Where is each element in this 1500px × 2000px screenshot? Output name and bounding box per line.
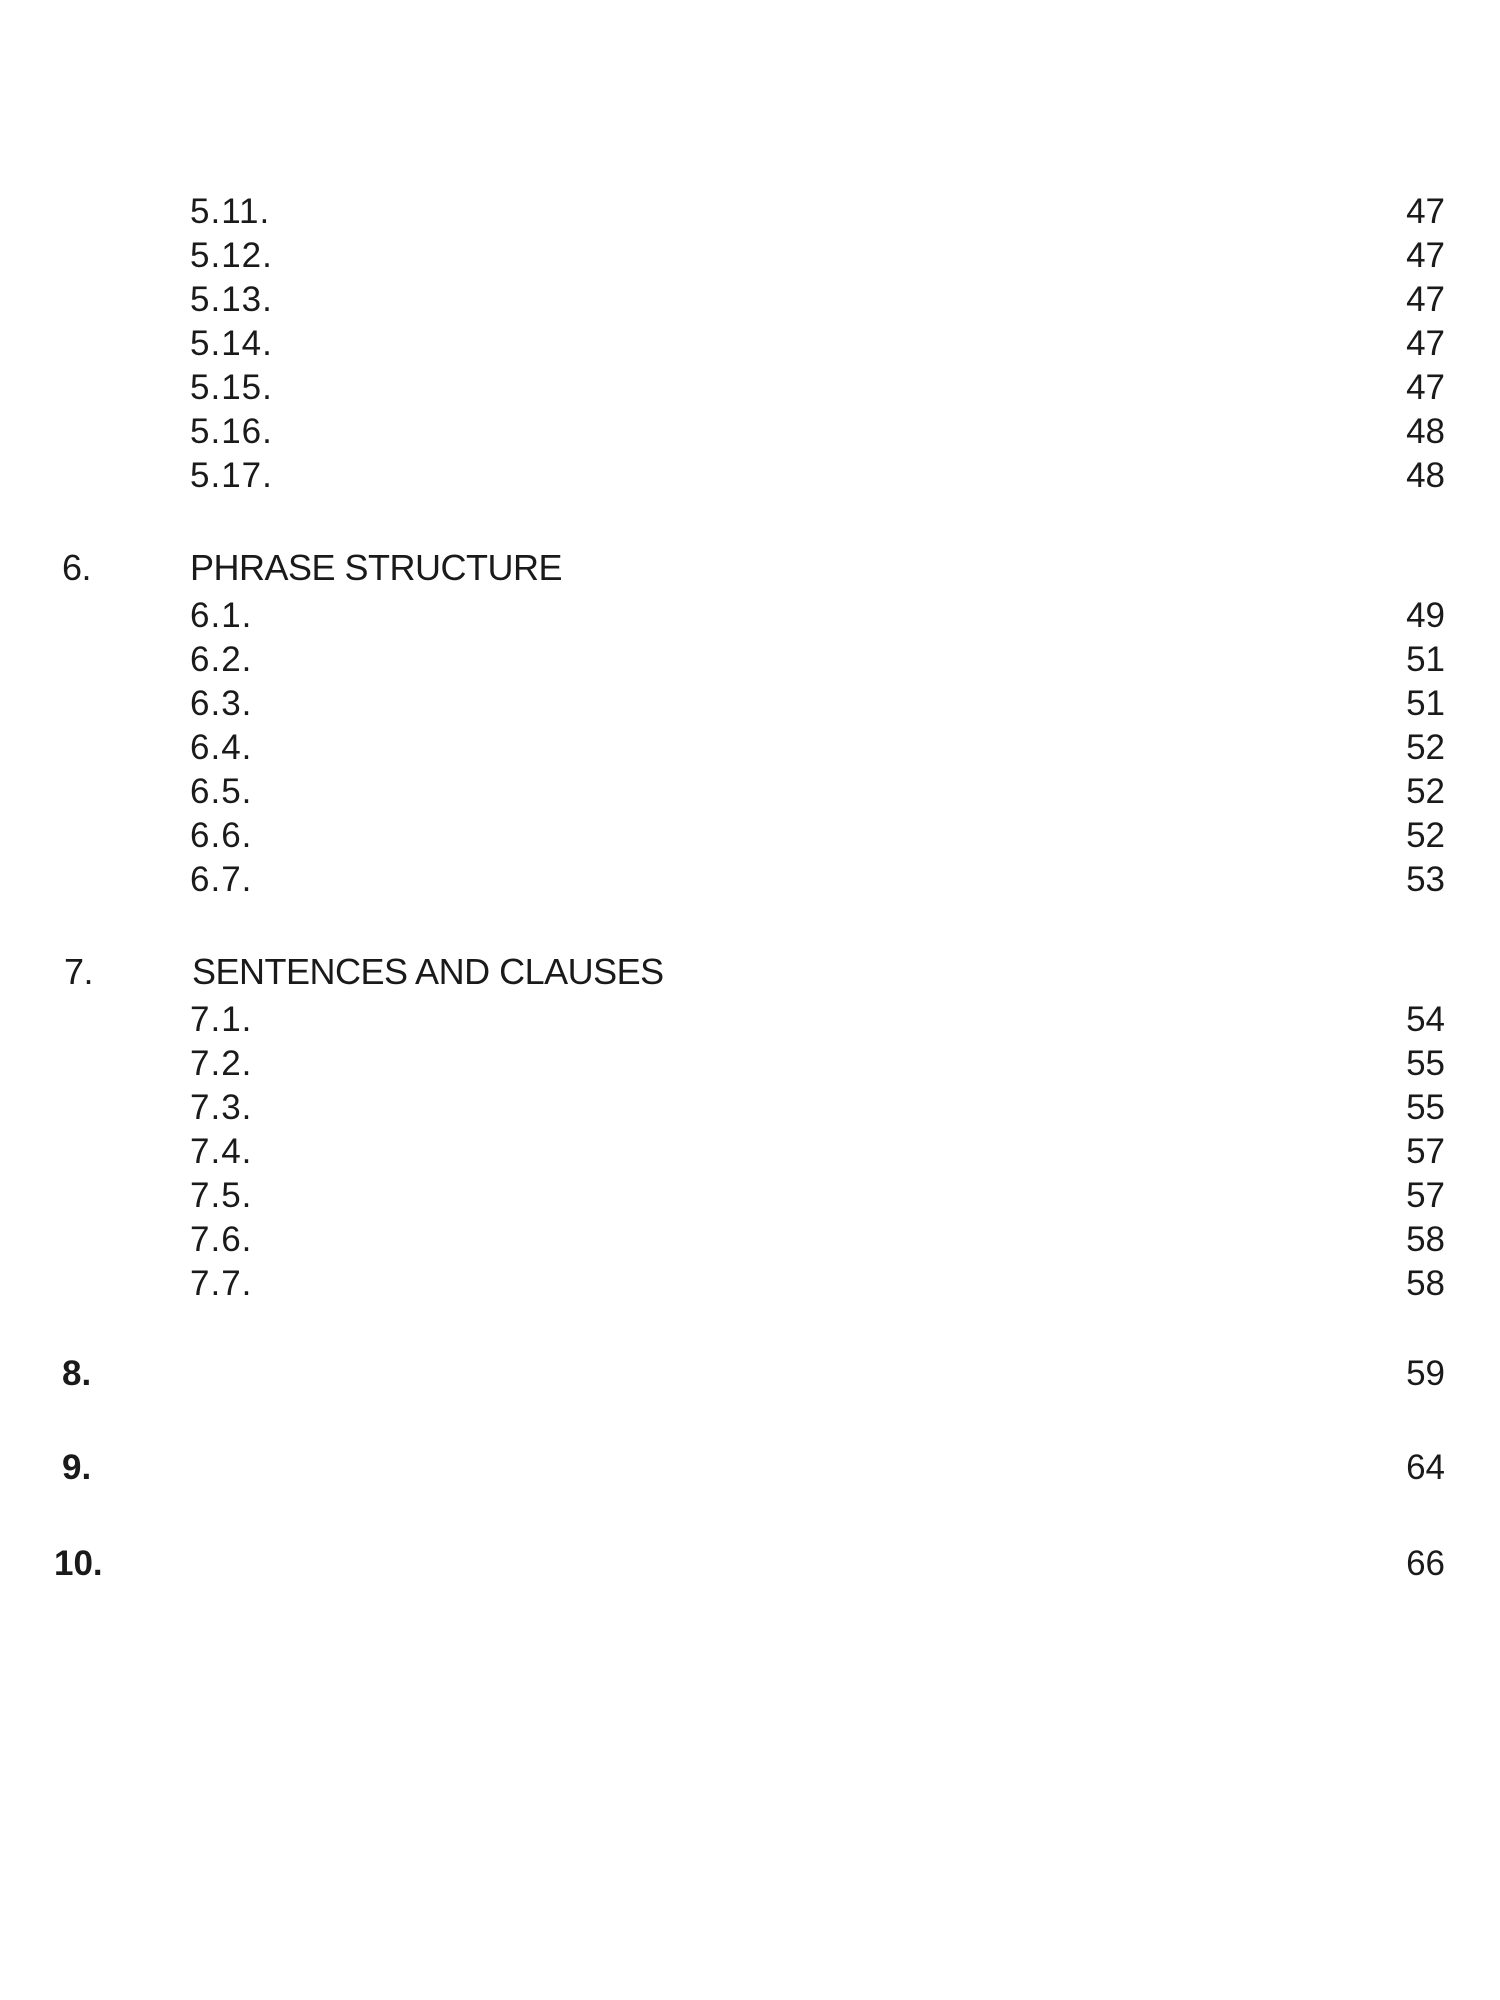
entry-page-number: 47	[1406, 324, 1445, 363]
entry-page-number: 55	[1406, 1044, 1445, 1083]
chapter-title: SENTENCES AND CLAUSES	[192, 951, 664, 992]
entry-page-number: 52	[1406, 772, 1445, 811]
entry-number: 7.6.	[190, 1220, 253, 1259]
entry-page-number: 48	[1406, 456, 1445, 495]
entry-page-number: 58	[1406, 1220, 1445, 1259]
entry-page-number: 64	[1406, 1448, 1445, 1487]
entry-number: 7.5.	[190, 1176, 253, 1215]
entry-page-number: 55	[1406, 1088, 1445, 1127]
entry-page-number: 47	[1406, 368, 1445, 407]
entry-number: 5.14.	[190, 324, 273, 363]
entry-number: 5.11.	[190, 192, 271, 231]
entry-number: 5.13.	[190, 280, 273, 319]
chapter-heading[interactable]	[64, 950, 664, 994]
entry-page-number: 52	[1406, 728, 1445, 767]
entry-number: 6.5.	[190, 772, 253, 811]
chapter-title: PHRASE STRUCTURE	[190, 547, 563, 588]
entry-page-number: 57	[1406, 1132, 1445, 1171]
entry-page-number: 54	[1406, 1000, 1445, 1039]
entry-page-number: 57	[1406, 1176, 1445, 1215]
entry-number: 6.6.	[190, 816, 253, 855]
entry-page-number: 59	[1406, 1354, 1445, 1393]
entry-number: 5.12.	[190, 236, 273, 275]
entry-page-number: 47	[1406, 236, 1445, 275]
entry-number: 6.2.	[190, 640, 253, 679]
chapter-number: 7.	[64, 951, 94, 992]
chapter-number: 8.	[62, 1354, 92, 1393]
chapter-number: 9.	[62, 1448, 92, 1487]
chapter-number: 10.	[54, 1544, 103, 1583]
entry-number: 5.15.	[190, 368, 273, 407]
entry-page-number: 47	[1406, 280, 1445, 319]
entry-page-number: 53	[1406, 860, 1445, 899]
chapter-heading[interactable]	[62, 546, 563, 590]
entry-page-number: 52	[1406, 816, 1445, 855]
entry-number: 7.3.	[190, 1088, 253, 1127]
chapter-number: 6.	[62, 547, 92, 588]
entry-number: 7.4.	[190, 1132, 253, 1171]
entry-number: 7.2.	[190, 1044, 253, 1083]
entry-page-number: 47	[1406, 192, 1445, 231]
entry-page-number: 51	[1406, 684, 1445, 723]
entry-number: 6.1.	[190, 596, 253, 635]
entry-number: 6.4.	[190, 728, 253, 767]
entry-page-number: 66	[1406, 1544, 1445, 1583]
entry-page-number: 51	[1406, 640, 1445, 679]
entry-number: 5.17.	[190, 456, 273, 495]
entry-page-number: 49	[1406, 596, 1445, 635]
entry-number: 6.7.	[190, 860, 253, 899]
entry-page-number: 48	[1406, 412, 1445, 451]
entry-number: 5.16.	[190, 412, 273, 451]
entry-number: 7.7.	[190, 1264, 253, 1303]
entry-number: 7.1.	[190, 1000, 253, 1039]
entry-page-number: 58	[1406, 1264, 1445, 1303]
entry-number: 6.3.	[190, 684, 253, 723]
